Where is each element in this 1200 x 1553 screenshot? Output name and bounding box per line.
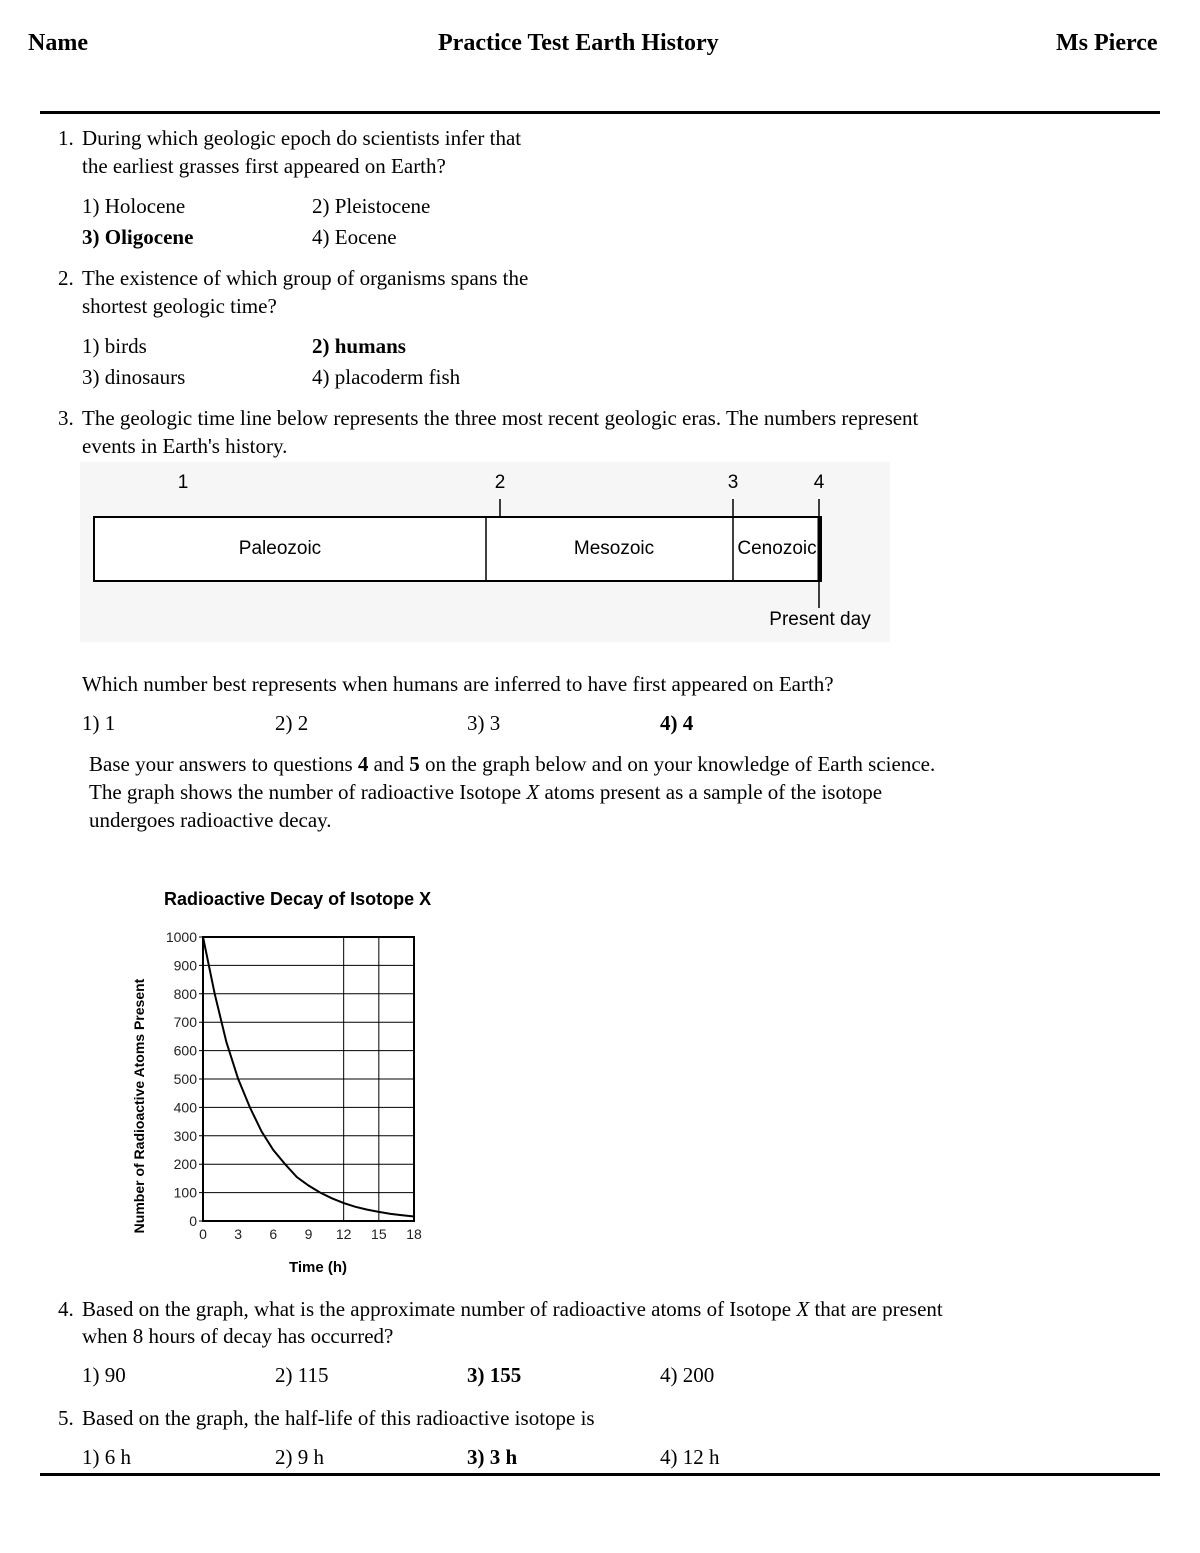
- teacher-name: Ms Pierce: [1056, 30, 1158, 56]
- q5-option-3-answer[interactable]: 3) 3 h: [467, 1445, 518, 1469]
- q1-option-3-answer[interactable]: 3) Oligocene: [82, 225, 194, 249]
- question-4-line-1-post: that are present: [809, 1297, 943, 1321]
- passage-line-2-pre: The graph shows the number of radioactive Isotope: [89, 780, 527, 804]
- y-tick-label: 600: [173, 1042, 197, 1059]
- y-tick-label: 800: [173, 985, 197, 1002]
- question-3-number: 3.: [58, 406, 74, 430]
- y-tick-label: 1000: [165, 929, 197, 945]
- page-title: Practice Test Earth History: [438, 30, 719, 56]
- x-tick-label: 0: [199, 1226, 207, 1242]
- q4-option-1[interactable]: 1) 90: [82, 1363, 126, 1387]
- y-tick-label: 100: [173, 1184, 197, 1201]
- x-tick-label: 15: [371, 1226, 387, 1242]
- chart-ticks: [166, 929, 422, 1242]
- passage-line-3: undergoes radioactive decay.: [89, 808, 332, 832]
- timeline-bar: [94, 517, 821, 581]
- question-1-line-2: the earliest grasses first appeared on Earth?: [82, 154, 446, 178]
- q5-option-2[interactable]: 2) 9 h: [275, 1445, 324, 1469]
- question-5-number: 5.: [58, 1406, 74, 1430]
- passage-line-2: [89, 778, 882, 806]
- passage-question-ref-a: 4: [357, 752, 369, 776]
- passage-line-1-pre: Base your answers to questions: [89, 752, 358, 776]
- y-tick-label: 300: [173, 1127, 197, 1144]
- era-cenozoic: Cenozoic: [737, 538, 817, 559]
- passage-line-2-post: atoms present as a sample of the isotope: [539, 780, 883, 804]
- question-4-line-2: when 8 hours of decay has occurred?: [82, 1324, 394, 1348]
- q1-option-4[interactable]: 4) Eocene: [312, 225, 397, 249]
- chart-grid: [199, 937, 414, 1221]
- question-1-line-1: During which geologic epoch do scientists infer that: [82, 126, 522, 150]
- present-day-label: Present day: [769, 609, 871, 630]
- footer-rule: [40, 1473, 1160, 1476]
- q4-option-2[interactable]: 2) 115: [275, 1363, 329, 1387]
- x-tick-label: 18: [406, 1226, 422, 1242]
- y-tick-label: 700: [173, 1014, 197, 1031]
- question-2-line-1: The existence of which group of organisms spans the: [82, 266, 529, 290]
- q2-option-1[interactable]: 1) birds: [82, 334, 147, 358]
- x-tick-label: 3: [234, 1226, 243, 1242]
- passage-and: and: [368, 752, 410, 776]
- y-tick-label: 200: [173, 1156, 197, 1173]
- chart-title: Radioactive Decay of Isotope X: [164, 889, 432, 909]
- q1-option-2[interactable]: 2) Pleistocene: [312, 194, 431, 218]
- y-tick-label: 900: [173, 957, 197, 974]
- question-4-number: 4.: [58, 1297, 74, 1321]
- timeline-marker-2: 2: [494, 472, 506, 493]
- question-2-number: 2.: [58, 266, 74, 290]
- era-paleozoic: Paleozoic: [238, 538, 322, 559]
- question-4-line-1: [82, 1295, 943, 1323]
- passage-line-1-post: on the graph below and on your knowledge of Earth science.: [419, 752, 936, 776]
- question-3-line-1: The geologic time line below represents the three most recent geologic eras. The numbers represent: [82, 406, 919, 430]
- y-tick-label: 0: [189, 1213, 197, 1229]
- q2-option-2-answer[interactable]: 2) humans: [312, 334, 406, 358]
- q5-option-4[interactable]: 4) 12 h: [660, 1445, 720, 1469]
- q3-option-2[interactable]: 2) 2: [275, 711, 309, 735]
- q4-option-4[interactable]: 4) 200: [660, 1363, 715, 1387]
- decay-curve-line: [203, 937, 414, 1217]
- q1-option-1[interactable]: 1) Holocene: [82, 194, 186, 218]
- timeline-marker-1: 1: [177, 472, 189, 493]
- passage-line-1: [89, 750, 935, 778]
- geologic-timeline: [80, 462, 890, 642]
- question-4-line-1-pre: Based on the graph, what is the approximate number of radioactive atoms of Isotope: [82, 1297, 797, 1321]
- name-label: Name: [28, 30, 88, 56]
- q2-option-4[interactable]: 4) placoderm fish: [312, 365, 461, 389]
- q3-option-3[interactable]: 3) 3: [467, 711, 501, 735]
- x-tick-label: 6: [269, 1226, 278, 1242]
- chart-x-axis-label: Time (h): [288, 1259, 348, 1276]
- question-1-number: 1.: [58, 126, 74, 150]
- question-2-line-2: shortest geologic time?: [82, 294, 277, 318]
- q3-option-4-answer[interactable]: 4) 4: [660, 711, 694, 735]
- question-5-line-1: Based on the graph, the half-life of this radioactive isotope is: [82, 1406, 595, 1430]
- question-3-followup: Which number best represents when humans are inferred to have first appeared on Earth?: [82, 672, 834, 696]
- y-tick-label: 500: [173, 1071, 197, 1087]
- q3-option-1[interactable]: 1) 1: [82, 711, 116, 735]
- q5-option-1[interactable]: 1) 6 h: [82, 1445, 131, 1469]
- question-3-line-2: events in Earth's history.: [82, 434, 288, 458]
- x-tick-label: 9: [304, 1226, 313, 1242]
- era-mesozoic: Mesozoic: [573, 538, 655, 559]
- timeline-marker-3: 3: [727, 472, 739, 493]
- x-tick-label: 12: [335, 1226, 352, 1242]
- chart-y-axis-label: Number of Radioactive Atoms Present: [131, 978, 147, 1234]
- passage-question-ref-b: 5: [409, 752, 420, 776]
- q2-option-3[interactable]: 3) dinosaurs: [82, 365, 186, 389]
- timeline-marker-4: 4: [813, 472, 825, 493]
- passage-isotope-var: X: [526, 780, 540, 804]
- y-tick-label: 400: [173, 1099, 197, 1116]
- decay-chart: [120, 880, 440, 1280]
- header-rule: [40, 111, 1160, 114]
- question-4-isotope-var: X: [796, 1297, 810, 1321]
- q4-option-3-answer[interactable]: 3) 155: [467, 1363, 522, 1387]
